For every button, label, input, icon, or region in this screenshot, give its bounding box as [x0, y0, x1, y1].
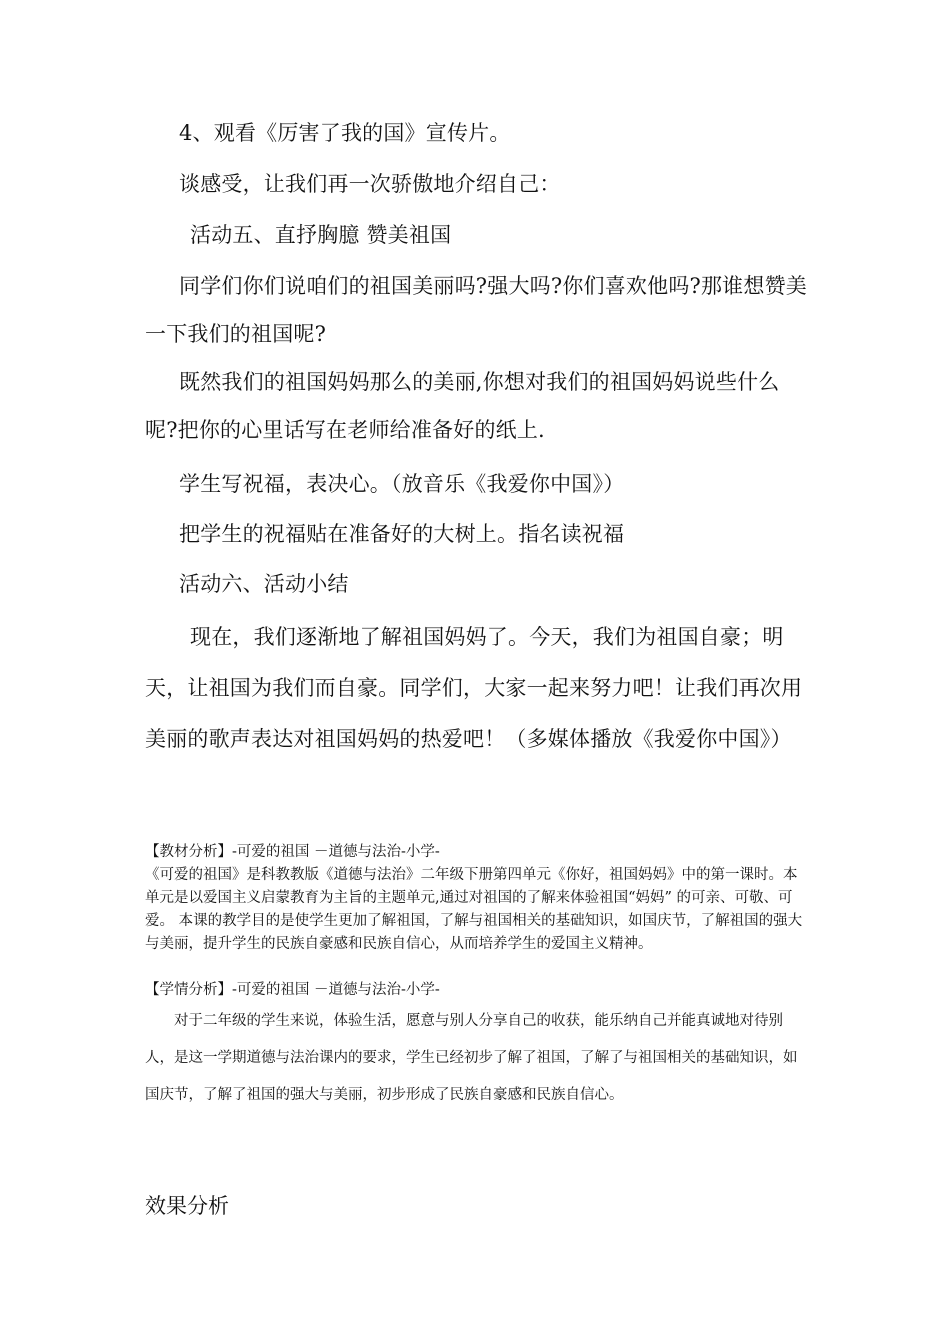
textbook-analysis-title: 【教材分析】-可爱的祖国 －道德与法治-小学- — [145, 844, 440, 860]
paragraph-praise-question: 同学们你们说咱们的祖国美丽吗?强大吗?你们喜欢他吗?那谁想赞美一下我们的祖国呢? — [145, 274, 807, 346]
paragraph-summary: 现在，我们逐渐地了解祖国妈妈了。今天，我们为祖国自豪；明天，让祖国为我们而自豪。同学们，大家一起来努力吧！让我们再次用美丽的歌声表达对祖国妈妈的热爱吧！（多媒体播放《我爱你中国》） — [145, 625, 803, 751]
activity-five-heading: 活动五、直抒胸臆 赞美祖国 — [190, 223, 452, 247]
paragraph-tree: 把学生的祝福贴在准备好的大树上。指名读祝福 — [179, 522, 625, 546]
paragraph-write-words: 既然我们的祖国妈妈那么的美丽,你想对我们的祖国妈妈说些什么呢?把你的心里话写在老师给准备好的纸上. — [145, 370, 780, 442]
paragraph-step-4: 4、观看《厉害了我的国》宣传片。 — [179, 121, 511, 145]
textbook-analysis-body: 《可爱的祖国》是科教教版《道德与法治》二年级下册第四单元《你好，祖国妈妈》中的第一课时。本单元是以爱国主义启蒙教育为主旨的主题单元,通过对祖国的了解来体验祖国“妈妈” 的可亲、可敬、可爱。 本课的教学目的是使学生更加了解祖国，了解与祖国相关的基础知识，如国庆节，了解祖国的强大与美丽，提升学生的民族自豪感和民族自信心，从而培养学生的爱国主义精神。 — [145, 867, 803, 952]
effect-analysis-heading: 效果分析 — [145, 1194, 229, 1218]
student-analysis-title: 【学情分析】-可爱的祖国 －道德与法治-小学- — [145, 982, 440, 998]
paragraph-blessings: 学生写祝福，表决心。（放音乐《我爱你中国》） — [179, 472, 625, 496]
paragraph-feelings: 谈感受，让我们再一次骄傲地介绍自己： — [179, 172, 561, 196]
activity-six-heading: 活动六、活动小结 — [179, 572, 349, 596]
student-analysis-body: 对于二年级的学生来说，体验生活，愿意与别人分享自己的收获，能乐纳自己并能真诚地对待别人，是这一学期道德与法治课内的要求，学生已经初步了解了祖国，了解了与祖国相关的基础知识，如国庆节，了解了祖国的强大与美丽，初步形成了民族自豪感和民族自信心。 — [145, 1013, 798, 1103]
